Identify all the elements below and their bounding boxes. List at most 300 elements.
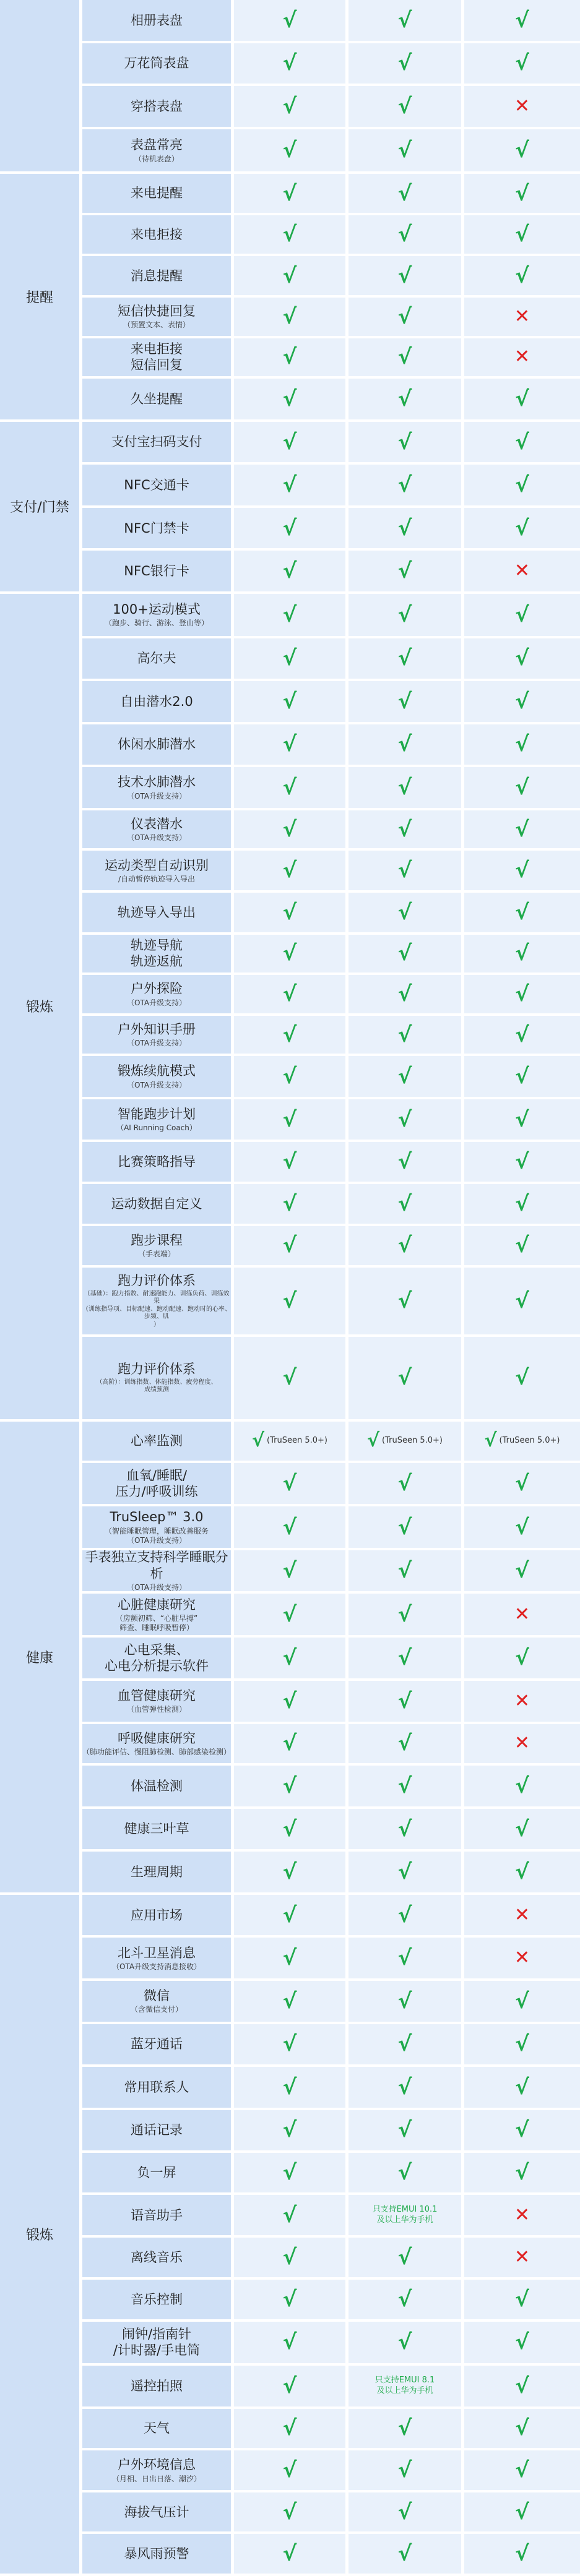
feature-note: /自动暂停轨迹导入导出 [118,874,196,883]
model-2-cell [348,129,461,172]
check-icon: √ [282,515,297,541]
feature-name: TruSleep™ 3.0 [110,1509,204,1525]
check-icon: √ [397,51,412,76]
table-row [0,638,580,682]
check-icon: √ [282,1514,297,1540]
model-1-cell [234,2024,345,2065]
feature-cell [82,1638,231,1678]
check-icon: √ [397,263,412,288]
table-row [0,1422,580,1464]
model-3-cell [464,43,580,84]
check-icon: √ [397,775,412,801]
check-icon: √ [282,559,297,584]
model-3-cell [464,1724,580,1764]
table-row [0,1550,580,1594]
model-3-cell [464,1422,580,1461]
feature-name: 支付宝扫码支付 [111,434,202,450]
model-1-cell [234,2110,345,2151]
check-icon: √ [515,222,529,247]
check-icon: √ [282,2032,297,2057]
model-1-cell [234,851,345,890]
feature-cell [82,174,231,213]
feature-name: 心电采集、 心电分析提示软件 [105,1642,209,1674]
feature-cell [82,594,231,636]
check-icon: √ [282,689,297,714]
feature-cell [82,2366,231,2406]
check-icon: √ [282,775,297,801]
model-3-cell [464,422,580,463]
table-row [0,86,580,129]
feature-cell [82,2280,231,2319]
feature-name: 应用市场 [131,1907,183,1923]
check-icon: √ [282,2330,297,2355]
model-3-cell [464,1852,580,1892]
model-3-cell [464,893,580,932]
check-icon: √ [397,304,412,329]
feature-name: 遥控拍照 [131,2378,183,2394]
check-icon: √ [282,2499,297,2525]
model-2-cell [348,1895,461,1936]
model-2-cell [348,0,461,41]
table-row [0,551,580,594]
check-icon: √ [282,51,297,76]
feature-cell [82,1463,231,1504]
table-row [0,594,580,638]
check-icon: √ [515,2373,529,2398]
feature-name: 跑步课程 [131,1232,183,1248]
feature-cell [82,2534,231,2574]
feature-cell [82,1016,231,1054]
feature-cell [82,1681,231,1722]
feature-name: 血氧/睡眠/ 压力/呼吸训练 [115,1467,198,1499]
feature-cell [82,2110,231,2151]
check-icon: √ [282,2118,297,2143]
table-row [0,43,580,87]
check-icon: √ [282,1149,297,1175]
check-icon: √ [515,2074,529,2100]
check-icon: √ [282,304,297,329]
model-2-cell [348,43,461,84]
group-label: 锻炼 [25,2227,53,2243]
model-1-cell [234,1184,345,1224]
feature-cell [82,2153,231,2192]
check-icon: √ [397,817,412,842]
feature-name: 技术水肺潜水 [118,775,196,790]
model-1-cell [234,2280,345,2319]
feature-cell [82,1506,231,1548]
model-3-cell [464,1809,580,1850]
model-1-cell [234,0,345,41]
model-2-cell [348,1724,461,1764]
model-2-cell [348,2238,461,2277]
table-row [0,2195,580,2238]
model-2-cell [348,256,461,295]
feature-note: （OTA升级支持） [126,833,187,843]
table-row [0,256,580,298]
table-row [0,1724,580,1766]
check-icon: √ [515,1816,529,1842]
feature-note: （房颤初筛、“心脏早搏” 筛查、睡眠呼吸暂停） [115,1613,198,1632]
model-3-cell [464,2024,580,2065]
model-2-cell [348,2153,461,2192]
model-1-cell [234,1268,345,1334]
group-label: 健康 [25,1650,53,1666]
check-icon: √ [515,981,529,1007]
check-icon: √ [397,899,412,925]
table-row [0,767,580,810]
check-icon: √ [397,1022,412,1047]
table-row [0,2534,580,2576]
check-icon: √ [282,1688,297,1714]
feature-name: 常用联系人 [124,2079,189,2095]
model-3-cell [464,2110,580,2151]
model-3-cell [464,1506,580,1548]
model-1-cell [234,215,345,254]
model-2-cell [348,975,461,1013]
feature-name: 轨迹导航 轨迹返航 [131,938,183,969]
model-2-cell [348,2366,461,2406]
check-icon: √ [282,181,297,206]
feature-cell [82,893,231,932]
feature-name: 比赛策略指导 [118,1154,196,1170]
feature-cell [82,2492,231,2532]
feature-cell [82,1724,231,1764]
feature-cell [82,1766,231,1806]
model-3-cell [464,298,580,336]
check-icon: √ [515,2541,529,2567]
support-note: 只支持EMUI 10.1 及以上华为手机 [372,2204,438,2225]
feature-name: 心率监测 [131,1433,183,1449]
cross-icon: ✕ [514,305,530,327]
feature-cell [82,43,231,84]
cross-icon: ✕ [514,560,530,582]
model-3-cell [464,975,580,1013]
feature-cell [82,2195,231,2236]
check-icon: √ [515,941,529,966]
model-1-cell [234,1506,345,1548]
model-1-cell [234,1142,345,1182]
table-row [0,975,580,1016]
check-icon: √ [515,1233,529,1258]
feature-note: （OTA升级支持） [126,1582,187,1592]
check-icon: √ [367,1430,380,1452]
check-icon: √ [515,2416,529,2441]
model-1-cell [234,338,345,377]
feature-name: 运动类型自动识别 [105,857,209,873]
model-1-cell [234,551,345,591]
feature-name: NFC银行卡 [124,564,189,579]
check-icon: √ [397,1233,412,1258]
feature-cell [82,1895,231,1936]
model-2-cell [348,724,461,765]
table-row [0,851,580,893]
check-icon: √ [397,2160,412,2186]
table-row [0,422,580,465]
check-icon: √ [515,817,529,842]
check-icon: √ [397,1860,412,1885]
model-2-cell [348,174,461,213]
check-icon: √ [397,1773,412,1798]
check-icon: √ [282,1602,297,1627]
cross-icon: ✕ [514,95,530,117]
table-row [0,810,580,851]
model-1-cell [234,1638,345,1678]
model-1-cell [234,724,345,765]
check-icon: √ [282,2541,297,2567]
feature-note: （OTA升级支持消息接收） [111,1962,202,1971]
table-row [0,2409,580,2451]
model-1-cell [234,1938,345,1978]
check-icon: √ [397,1191,412,1216]
feature-cell [82,129,231,172]
model-3-cell [464,2280,580,2319]
model-2-cell [348,1142,461,1182]
feature-note: （智能睡眠管理，睡眠改善服务 （OTA升级支持） [104,1526,209,1545]
check-icon: √ [397,2499,412,2525]
check-icon: √ [282,1288,297,1313]
table-row [0,129,580,174]
table-row [0,935,580,976]
model-2-cell [348,2450,461,2490]
check-icon: √ [282,345,297,370]
check-icon: √ [282,263,297,288]
check-icon: √ [282,2458,297,2483]
feature-cell [82,638,231,679]
check-icon: √ [282,2074,297,2100]
table-row [0,2492,580,2535]
feature-note: （预置文本、表情） [123,320,190,330]
feature-cell [82,2067,231,2108]
check-icon: √ [515,1107,529,1132]
model-3-cell [464,1268,580,1334]
model-1-cell [234,1895,345,1936]
model-2-cell [348,2067,461,2108]
check-icon: √ [397,429,412,455]
check-icon: √ [282,1946,297,1971]
model-2-cell [348,1809,461,1850]
check-icon: √ [397,1688,412,1714]
table-row [0,174,580,215]
feature-cell [82,2024,231,2065]
cross-icon: ✕ [514,1904,530,1926]
check-icon: √ [397,2118,412,2143]
table-row [0,1809,580,1852]
feature-name: 智能跑步计划 [118,1107,196,1122]
check-icon: √ [282,2286,297,2312]
model-2-cell [348,1681,461,1722]
check-icon: √ [282,1816,297,1842]
table-row [0,298,580,338]
table-row [0,1981,580,2024]
check-icon: √ [397,981,412,1007]
model-3-cell [464,379,580,419]
check-icon: √ [282,981,297,1007]
check-icon: √ [397,1149,412,1175]
model-2-cell [348,1938,461,1978]
check-icon: √ [515,2160,529,2186]
check-icon: √ [515,473,529,498]
feature-cell [82,1981,231,2022]
feature-cell [82,1809,231,1850]
model-2-cell [348,681,461,722]
check-icon: √ [282,7,297,33]
model-3-cell [464,2067,580,2108]
feature-name: 血管健康研究 [118,1688,196,1704]
check-icon: √ [282,1191,297,1216]
model-1-cell [234,508,345,549]
feature-name: 锻炼续航模式 [118,1063,196,1079]
model-3-cell [464,86,580,127]
table-row [0,1016,580,1057]
check-icon: √ [397,2074,412,2100]
check-icon: √ [515,2032,529,2057]
feature-name: 户外探险 [131,981,183,997]
model-3-cell [464,935,580,973]
model-2-cell [348,298,461,336]
support-label: (TruSeen 5.0+) [267,1435,327,1445]
feature-note: （AI Running Coach） [116,1123,197,1133]
feature-cell [82,724,231,765]
feature-name: 音乐控制 [131,2291,183,2307]
model-1-cell [234,379,345,419]
check-icon: √ [397,137,412,163]
table-row [0,1056,580,1099]
model-1-cell [234,1099,345,1140]
model-1-cell [234,1852,345,1892]
cross-icon: ✕ [514,346,530,368]
model-1-cell [234,1809,345,1850]
feature-cell [82,2409,231,2449]
model-3-cell [464,681,580,722]
table-row [0,1268,580,1336]
check-icon: √ [282,817,297,842]
check-icon: √ [397,732,412,757]
check-with-label [252,1432,327,1450]
feature-note: （基础）：跑力指数、耐速跑能力、训练负荷、训练效果 （训练指导项、目标配速、跑动配速、跑动时的心率、步频、肌 ） [82,1290,231,1328]
model-2-cell [348,1226,461,1266]
check-icon: √ [397,1064,412,1089]
support-label: (TruSeen 5.0+) [499,1435,560,1445]
model-2-cell [348,1766,461,1806]
table-row [0,2322,580,2366]
check-icon: √ [515,2458,529,2483]
group-label: 锻炼 [25,1000,53,1016]
feature-cell [82,810,231,849]
model-1-cell [234,174,345,213]
check-icon: √ [282,1646,297,1671]
model-1-cell [234,681,345,722]
model-1-cell [234,767,345,808]
model-2-cell [348,1184,461,1224]
check-icon: √ [515,775,529,801]
feature-name: 蓝牙通话 [131,2037,183,2052]
check-icon: √ [515,51,529,76]
check-icon: √ [397,2245,412,2270]
check-icon: √ [484,1430,497,1452]
feature-cell [82,851,231,890]
feature-cell [82,465,231,505]
check-icon: √ [515,1149,529,1175]
model-3-cell [464,1938,580,1978]
feature-cell [82,681,231,722]
feature-cell [82,1422,231,1461]
model-3-cell [464,1142,580,1182]
feature-name: 体温检测 [131,1778,183,1793]
feature-name: 户外环境信息 [118,2457,196,2473]
model-1-cell [234,2366,345,2406]
model-2-cell [348,215,461,254]
model-2-cell [348,2024,461,2065]
model-3-cell [464,810,580,849]
feature-note: （待机表盘） [134,154,179,163]
table-row [0,1681,580,1724]
model-2-cell [348,86,461,127]
check-icon: √ [515,1191,529,1216]
model-3-cell [464,2322,580,2364]
feature-cell [82,1142,231,1182]
model-3-cell [464,1337,580,1419]
model-1-cell [234,2238,345,2277]
check-icon: √ [282,941,297,966]
cross-icon: ✕ [514,1947,530,1969]
check-icon: √ [282,429,297,455]
check-icon: √ [397,345,412,370]
check-icon: √ [515,1471,529,1496]
model-1-cell [234,256,345,295]
feature-cell [82,1337,231,1419]
check-icon: √ [515,1514,529,1540]
table-row [0,379,580,422]
model-2-cell [348,338,461,377]
check-icon: √ [397,93,412,119]
model-1-cell [234,1463,345,1504]
check-icon: √ [397,1558,412,1584]
feature-name: 微信 [144,1988,170,2004]
table-row [0,2110,580,2153]
model-1-cell [234,422,345,463]
feature-name: 海拔气压计 [124,2504,189,2520]
feature-name: 跑力评价体系 [118,1362,196,1377]
model-3-cell [464,174,580,213]
feature-name: 来电拒接 [131,226,183,242]
table-row [0,1142,580,1184]
check-icon: √ [282,1902,297,1928]
feature-cell [82,1226,231,1266]
model-1-cell [234,129,345,172]
model-3-cell [464,1463,580,1504]
model-2-cell [348,1550,461,1591]
check-icon: √ [397,1365,412,1391]
cross-icon: ✕ [514,1732,530,1754]
feature-name: 语音助手 [131,2207,183,2223]
model-3-cell [464,2238,580,2277]
feature-note: （手表端） [137,1250,175,1259]
table-row [0,724,580,768]
feature-cell [82,1099,231,1140]
check-icon: √ [282,2416,297,2441]
feature-cell [82,0,231,41]
model-2-cell [348,638,461,679]
feature-cell [82,2450,231,2490]
check-icon: √ [397,1902,412,1928]
model-1-cell [234,893,345,932]
model-2-cell [348,2534,461,2574]
feature-name: 运动数据自定义 [111,1196,202,1211]
check-icon: √ [282,1365,297,1391]
model-1-cell [234,2322,345,2364]
feature-name: 消息提醒 [131,268,183,283]
feature-note: （OTA升级支持） [126,1080,187,1089]
